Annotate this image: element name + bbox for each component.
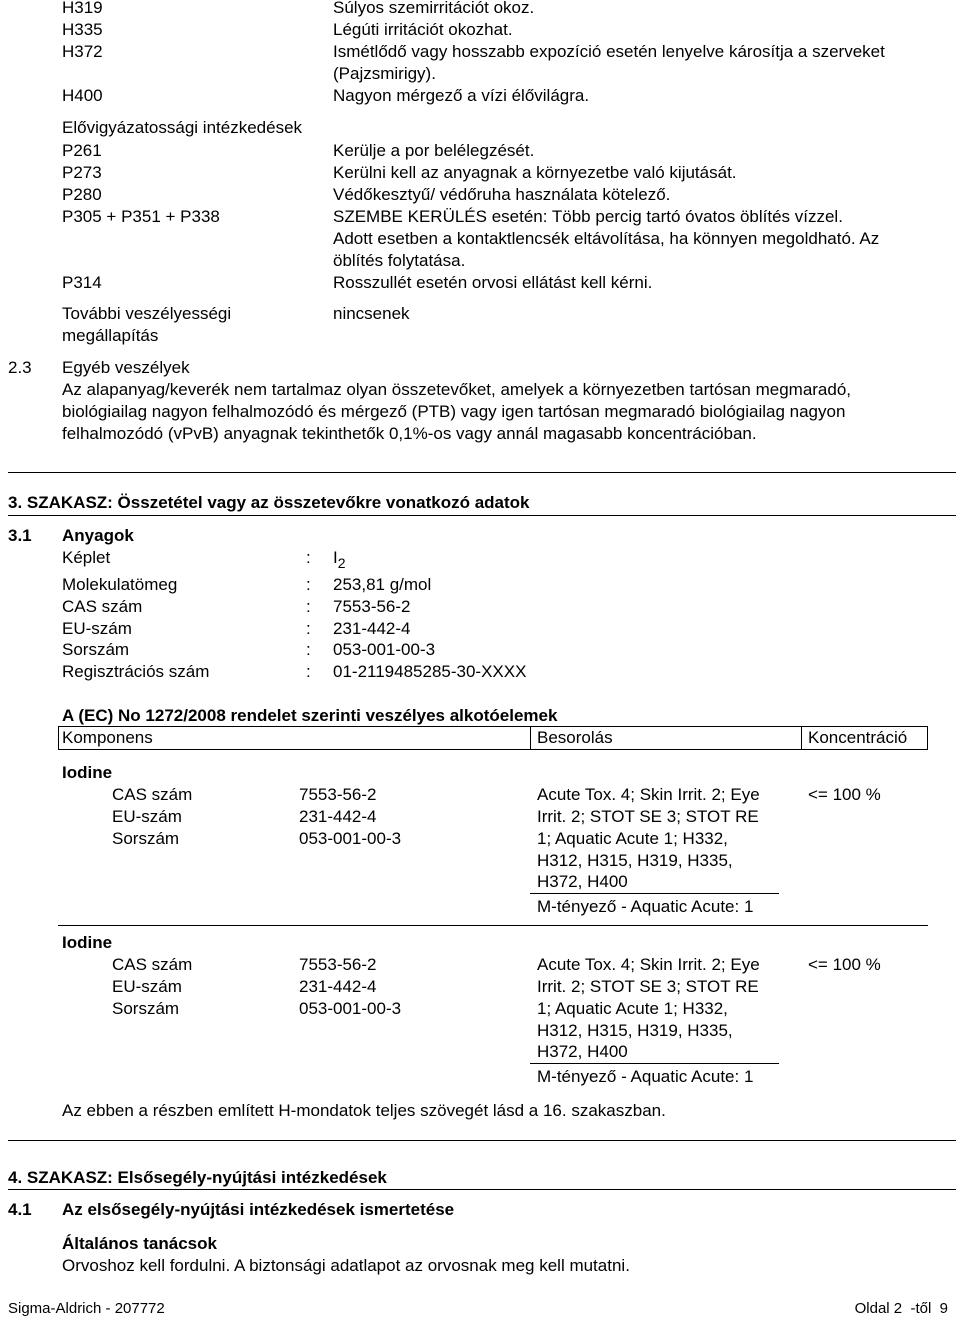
prop-label: Sorszám [62, 640, 130, 659]
p-code: P273 [62, 163, 102, 182]
component-id-label: EU-szám [112, 977, 182, 996]
concentration: <= 100 % [808, 785, 881, 804]
precaution-heading: Elővigyázatossági intézkedések [62, 118, 303, 137]
classification-line: Irrit. 2; STOT SE 3; STOT RE [537, 977, 759, 996]
table-header: Besorolás [537, 728, 613, 747]
component-id-value: 231-442-4 [299, 807, 377, 826]
prop-label: Képlet [62, 548, 111, 567]
component-id-value: 7553-56-2 [299, 955, 377, 974]
paragraph-line: Az alapanyag/keverék nem tartalmaz olyan összetevőket, amelyek a környezetben tartósan megmaradó, [62, 380, 852, 399]
component-id-label: EU-szám [112, 807, 182, 826]
section-divider [8, 515, 956, 516]
section-title: Az elsősegély-nyújtási intézkedések ismertetése [62, 1200, 455, 1219]
prop-sep: : [306, 640, 311, 659]
prop-sep: : [306, 575, 311, 594]
p-text: SZEMBE KERÜLÉS esetén: Több percig tartó óvatos öblítés vízzel. [333, 207, 843, 226]
further-hazard-label: További veszélyességi [62, 304, 232, 323]
table-rule [927, 726, 928, 750]
classification-line: Irrit. 2; STOT SE 3; STOT RE [537, 807, 759, 826]
prop-value: 053-001-00-3 [333, 640, 436, 659]
prop-value: $I_2$ [333, 548, 346, 571]
prop-label: CAS szám [62, 597, 143, 616]
section-heading: 3. SZAKASZ: Összetétel vagy az összetevőkre vonatkozó adatok [8, 493, 530, 512]
h-text: Légúti irritációt okozhat. [333, 20, 513, 39]
p-code: P305 + P351 + P338 [62, 207, 220, 226]
prop-label: Regisztrációs szám [62, 662, 210, 681]
table-rule [58, 925, 928, 926]
h-text: Nagyon mérgező a vízi élővilágra. [333, 86, 590, 105]
h-code: H400 [62, 86, 103, 105]
table-rule [58, 726, 928, 727]
section-title: Egyéb veszélyek [62, 358, 190, 377]
component-name: Iodine [62, 933, 113, 952]
prop-sep: : [306, 619, 311, 638]
component-id-label: Sorszám [112, 829, 180, 848]
table-rule [530, 893, 779, 894]
component-id-label: Sorszám [112, 999, 180, 1018]
table-caption: A (EC) No 1272/2008 rendelet szerinti veszélyes alkotóelemek [62, 706, 558, 725]
m-factor: M-tényező - Aquatic Acute: 1 [537, 897, 754, 916]
p-text: Kerülni kell az anyagnak a környezetbe való kijutását. [333, 163, 737, 182]
section-number: 2.3 [8, 358, 32, 377]
classification-line: H372, H400 [537, 1042, 628, 1061]
section-divider [8, 1189, 956, 1190]
classification-line: Acute Tox. 4; Skin Irrit. 2; Eye [537, 785, 760, 804]
prop-sep: : [306, 597, 311, 616]
h-text: (Pajzsmirigy). [333, 64, 436, 83]
table-rule [530, 1063, 779, 1064]
table-note: Az ebben a részben említett H-mondatok teljes szövegét lásd a 16. szakaszban. [62, 1101, 666, 1120]
p-code: P280 [62, 185, 102, 204]
footer-page: Oldal 2 -től 9 [854, 1300, 948, 1317]
prop-value: 231-442-4 [333, 619, 411, 638]
component-id-value: 053-001-00-3 [299, 829, 402, 848]
concentration: <= 100 % [808, 955, 881, 974]
further-hazard-value: nincsenek [333, 304, 410, 323]
p-text: Védőkesztyű/ védőruha használata kötelező. [333, 185, 671, 204]
table-header: Komponens [62, 728, 153, 747]
paragraph-line: biológiailag nagyon felhalmozódó és mérgező (PTB) vagy igen tartósan megmaradó biológiailag nagyon [62, 402, 846, 421]
table-rule [530, 726, 531, 750]
component-id-value: 231-442-4 [299, 977, 377, 996]
section-divider [8, 1140, 956, 1141]
prop-label: EU-szám [62, 619, 132, 638]
h-code: H372 [62, 42, 103, 61]
component-id-value: 053-001-00-3 [299, 999, 402, 1018]
prop-sep: : [306, 662, 311, 681]
classification-line: Acute Tox. 4; Skin Irrit. 2; Eye [537, 955, 760, 974]
h-code: H319 [62, 0, 103, 17]
p-text: Adott esetben a kontaktlencsék eltávolítása, ha könnyen megoldható. Az [333, 229, 880, 248]
section-number: 4.1 [8, 1200, 32, 1219]
p-text: Kerülje a por belélegzését. [333, 141, 535, 160]
p-code: P261 [62, 141, 102, 160]
p-code: P314 [62, 273, 102, 292]
section-number: 3.1 [8, 526, 32, 545]
component-name: Iodine [62, 763, 113, 782]
prop-value: 01-2119485285-30-XXXX [333, 662, 527, 681]
section-heading: 4. SZAKASZ: Elsősegély-nyújtási intézkedések [8, 1168, 387, 1187]
p-text: öblítés folytatása. [333, 251, 466, 270]
component-id-label: CAS szám [112, 955, 193, 974]
section-title: Anyagok [62, 526, 134, 545]
classification-line: H372, H400 [537, 872, 628, 891]
prop-value: 7553-56-2 [333, 597, 411, 616]
classification-line: H312, H315, H319, H335, [537, 851, 733, 870]
h-text: Súlyos szemirritációt okoz. [333, 0, 535, 17]
h-text: Ismétlődő vagy hosszabb expozíció esetén lenyelve károsítja a szerveket [333, 42, 885, 61]
prop-sep: : [306, 548, 311, 567]
general-advice-text: Orvoshoz kell fordulni. A biztonsági adatlapot az orvosnak meg kell mutatni. [62, 1256, 630, 1275]
classification-line: 1; Aquatic Acute 1; H332, [537, 829, 728, 848]
footer-left: Sigma-Aldrich - 207772 [8, 1300, 165, 1317]
classification-line: H312, H315, H319, H335, [537, 1021, 733, 1040]
table-rule [58, 749, 928, 750]
general-advice-heading: Általános tanácsok [62, 1234, 217, 1253]
m-factor: M-tényező - Aquatic Acute: 1 [537, 1067, 754, 1086]
further-hazard-label: megállapítás [62, 326, 159, 345]
component-id-value: 7553-56-2 [299, 785, 377, 804]
table-header: Koncentráció [808, 728, 908, 747]
paragraph-line: felhalmozódó (vPvB) anyagnak tekinthetők 0,1%-os vagy annál magasabb koncentrációban. [62, 424, 757, 443]
section-divider [8, 472, 956, 473]
table-rule [801, 726, 802, 750]
h-code: H335 [62, 20, 103, 39]
prop-label: Molekulatömeg [62, 575, 178, 594]
table-rule [58, 726, 59, 750]
component-id-label: CAS szám [112, 785, 193, 804]
classification-line: 1; Aquatic Acute 1; H332, [537, 999, 728, 1018]
prop-value: 253,81 g/mol [333, 575, 432, 594]
p-text: Rosszullét esetén orvosi ellátást kell kérni. [333, 273, 653, 292]
